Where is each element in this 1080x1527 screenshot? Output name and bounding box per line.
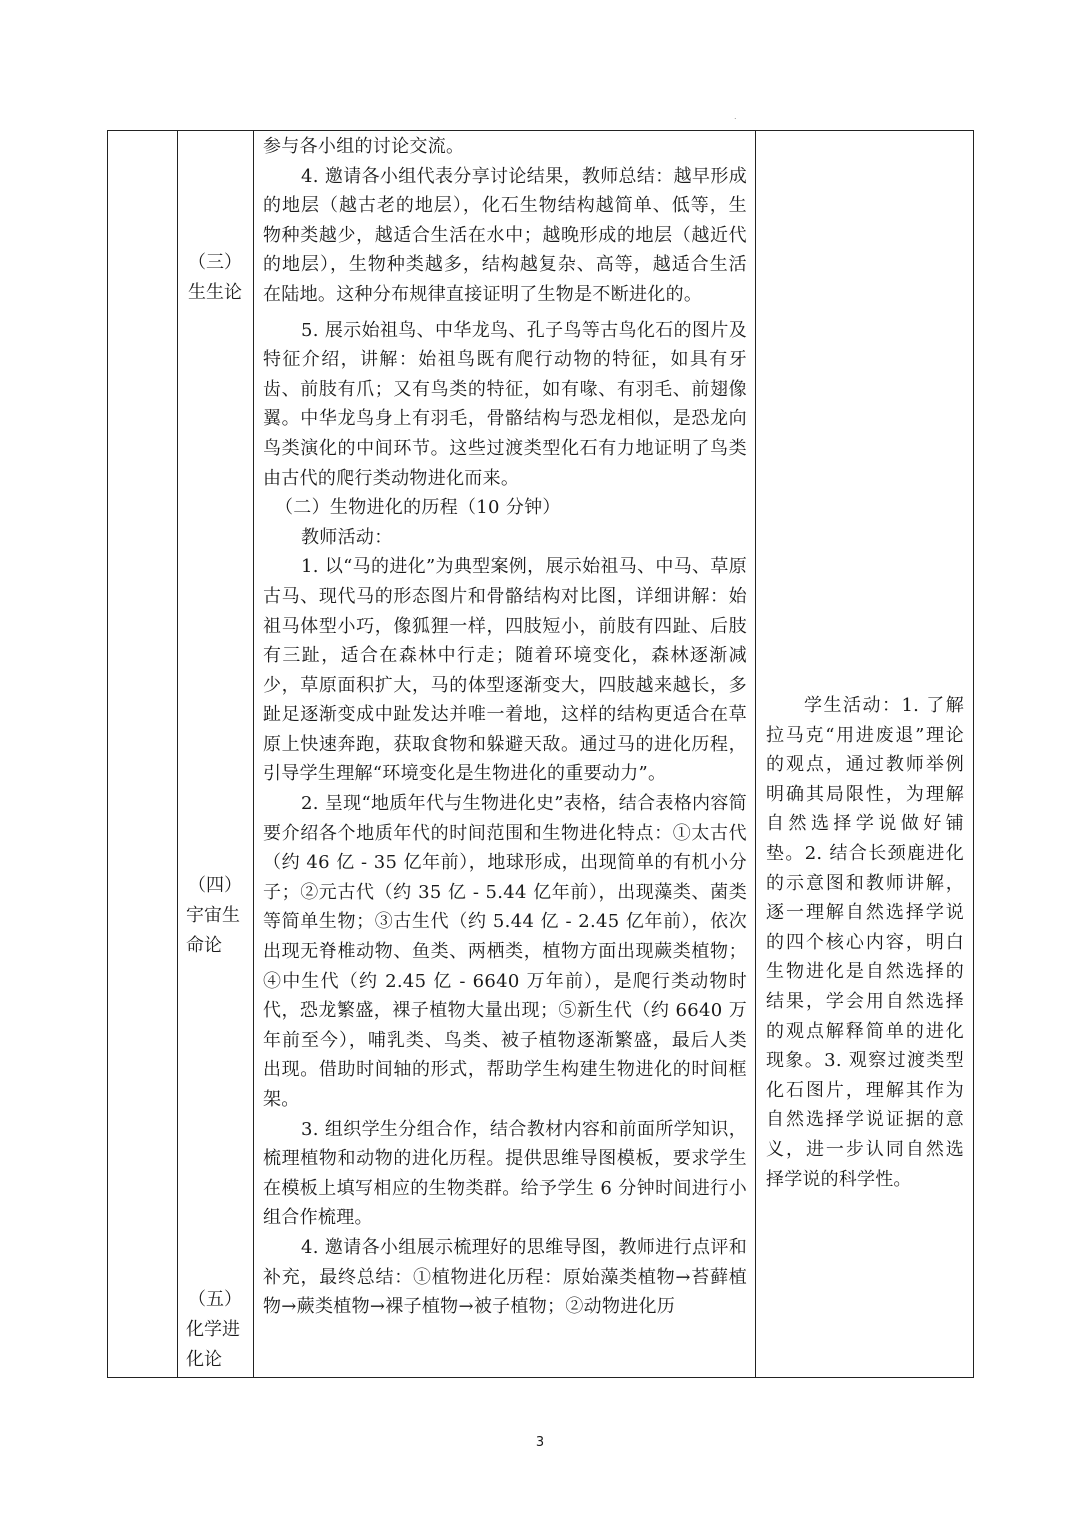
paragraph: 教师活动： [301,526,393,548]
paragraph: 1. 以“马的进化”为典型案例，展示始祖马、中马、草原古马、现代马的形态图片和骨骼结构对比图，详细讲解：始祖马体型小巧，像狐狸一样，四肢短小，前肢有四趾、后肢有三趾，适合在森林中行走；随着环境变化，森林逐渐减少，草原面积扩大，马的体型逐渐变大，四肢越来越长，多趾足逐渐变成中趾发达并唯一着地，这样的结构更适合在草原上快速奔跑，获取食物和躲避天敌。通过马的进化历程，引导学生理解“环境变化是生物进化的重要动力”。 [263,556,747,785]
subsection-heading: （二）生物进化的历程（10 分钟） [275,497,561,519]
section-label-3: （三） 生生论 [188,252,242,303]
lesson-plan-table [107,130,974,1378]
paragraph: 4. 邀请各小组展示梳理好的思维导图，教师进行点评和补充，最终总结：①植物进化历程：原始藻类植物→苔藓植物→蕨类植物→裸子植物→被子植物；②动物进化历 [263,1236,747,1318]
paragraph: 4. 邀请各小组代表分享讨论结果，教师总结：越早形成的地层（越古老的地层），化石生物结构越简单、低等，生物种类越少，越适合生活在水中；越晚形成的地层（越近代的地层），生物种类越多，结构越复杂、高等，越适合生活在陆地。这种分布规律直接证明了生物是不断进化的。 [263,165,747,305]
empty-column [108,131,177,1377]
student-activity-text: 学生活动：1. 了解拉马克“用进废退”理论的观点，通过教师举例明确其局限性，为理解自然选择学说做好铺垫。2. 结合长颈鹿进化的示意图和教师讲解，逐一理解自然选择学说的四个核心内容，明白生物进化是自然选择的结果，学会用自然选择的观点解释简单的进化现象。3. 观察过渡类型化石图片，理解其作为自然选择学说证据的意义，进一步认同自然选择学说的科学性。 [766,695,964,1190]
paragraph: 参与各小组的讨论交流。 [263,136,465,157]
teaching-content-column [253,131,755,1377]
student-activity-column [755,131,974,1377]
header-mark: . [734,112,737,121]
section-label-4: （四） 宇宙生 命论 [186,875,242,956]
page-number: 3 [535,1435,545,1450]
teaching-content [253,131,755,1322]
section-label-5: （五） 化学进 化论 [186,1289,242,1370]
paragraph: 3. 组织学生分组合作，结合教材内容和前面所学知识，梳理植物和动物的进化历程。提供思维导图模板，要求学生在模板上填写相应的生物类群。给予学生 6 分钟时间进行小组合作梳理。 [263,1118,747,1229]
section-label-column [177,131,253,1377]
paragraph: 5. 展示始祖鸟、中华龙鸟、孔子鸟等古鸟化石的图片及特征介绍，讲解：始祖鸟既有爬行动物的特征，如具有牙齿、前肢有爪；又有鸟类的特征，如有喙、有羽毛、前翅像翼。中华龙鸟身上有羽毛，骨骼结构与恐龙相似，是恐龙向鸟类演化的中间环节。这些过渡类型化石有力地证明了鸟类由古代的爬行类动物进化而来。 [263,319,747,489]
paragraph: 2. 呈现“地质年代与生物进化史”表格，结合表格内容简要介绍各个地质年代的时间范围和生物进化特点：①太古代（约 46 亿 - 35 亿年前），地球形成，出现简单的有机小分子；②元古代（约 35 亿 - 5.44 亿年前），出现藻类、菌类等简单生物；③古生代（约 5.44 亿 - 2.45 亿年前），依次出现无脊椎动物、鱼类、两栖类，植物方面出现蕨类植物；④中生代（约 2.45 亿 - 6640 万年前），是爬行类动物时代，恐龙繁盛，裸子植物大量出现；⑤新生代（约 6640 万年前至今），哺乳类、鸟类、被子植物逐渐繁盛，最后人类出现。借助时间轴的形式，帮助学生构建生物进化的时间框架。 [263,793,747,1110]
